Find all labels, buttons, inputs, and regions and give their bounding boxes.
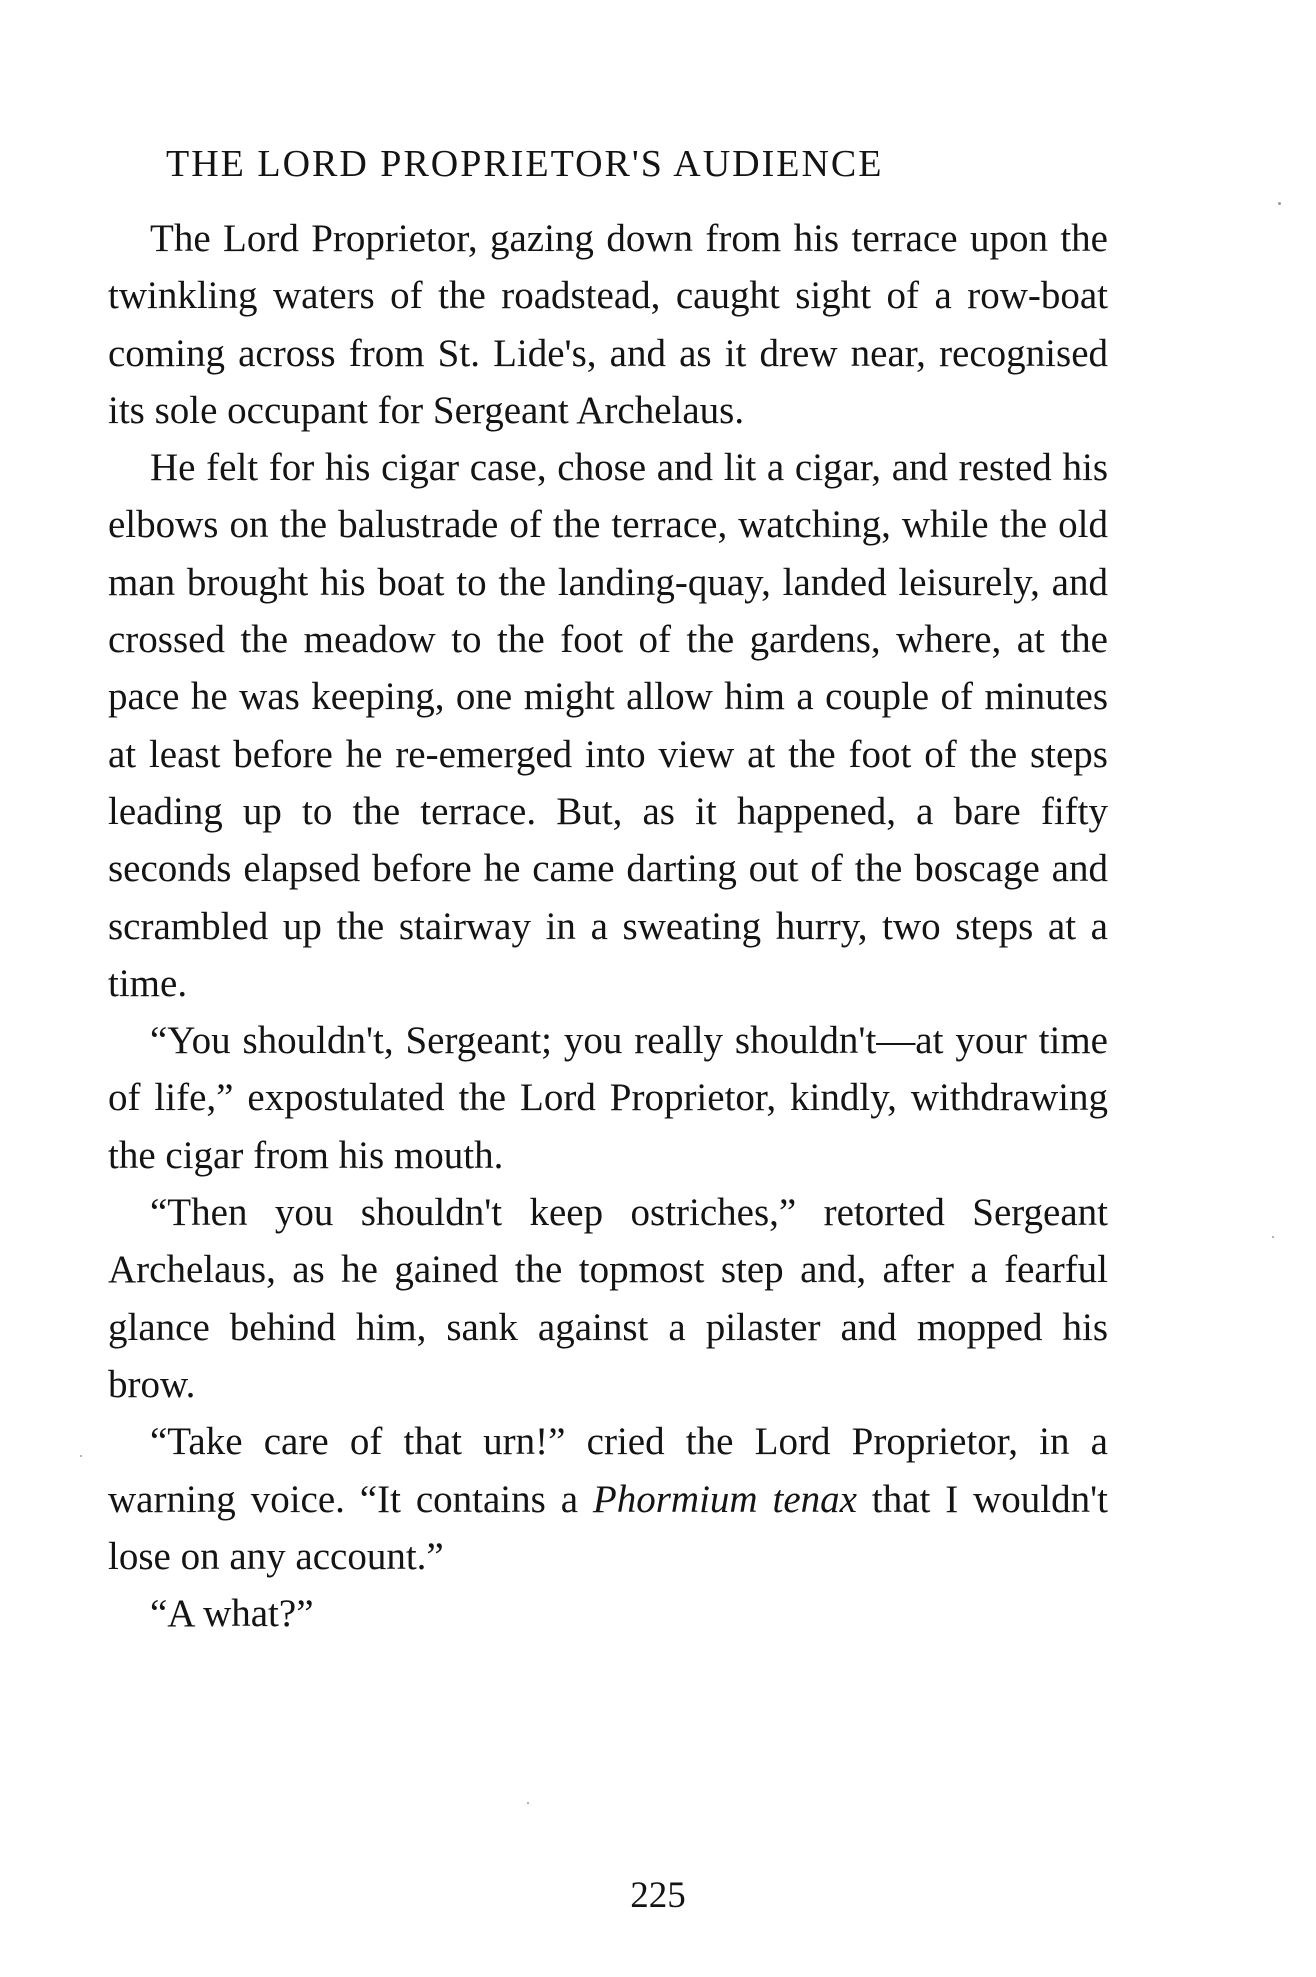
paragraph-2: He felt for his cigar case, chose and lit a cigar, and rested his elbows on the balustrade of the terrace, watching, while the old man brought his boat to the landing-quay, landed leisurely, and crossed the meadow to the foot of the gardens, where, at the pace he was keeping, one might allow him a couple of minutes at least before he re-emerged into view at the foot of the steps leading up to the terrace. But, as it happened, a bare fifty seconds elapsed before he came darting out of the boscage and scrambled up the stairway in a sweating hurry, two steps at a time. — [108, 446, 1108, 1005]
paper-speck — [80, 1455, 82, 1457]
paragraph-5-before: “Take care of that urn!” cried the Lord Proprietor, in a warning voice. “It contains a — [108, 1420, 1108, 1521]
running-head: THE LORD PROPRIETOR'S AUDIENCE — [166, 143, 884, 185]
paragraph-6: “A what?” — [150, 1592, 314, 1636]
paragraph-4: “Then you shouldn't keep ostriches,” retorted Sergeant Archelaus, as he gained the topmost step and, after a fearful glance behind him, sank against a pilaster and mopped his brow. — [108, 1191, 1108, 1406]
paragraph-5-after: that I wouldn't lose on any account.” — [108, 1477, 1108, 1578]
paper-speck — [1272, 1236, 1274, 1238]
italic-plant-name: Phormium tenax — [592, 1477, 857, 1521]
page-number: 225 — [630, 1875, 686, 1916]
paragraph-3: “You shouldn't, Sergeant; you really shouldn't—at your time of life,” expostulated the Lord Proprietor, kindly, withdrawing the cigar from his mouth. — [108, 1019, 1108, 1177]
body-text — [108, 210, 1108, 1642]
paper-speck — [1278, 202, 1281, 205]
paper-speck — [527, 1802, 529, 1804]
paragraph-1: The Lord Proprietor, gazing down from his terrace upon the twinkling waters of the roadstead, caught sight of a row-boat coming across from St. Lide's, and as it drew near, recognised its sole occupant for Sergeant Archelaus. — [108, 217, 1108, 432]
paragraph-5 — [108, 1413, 1108, 1585]
